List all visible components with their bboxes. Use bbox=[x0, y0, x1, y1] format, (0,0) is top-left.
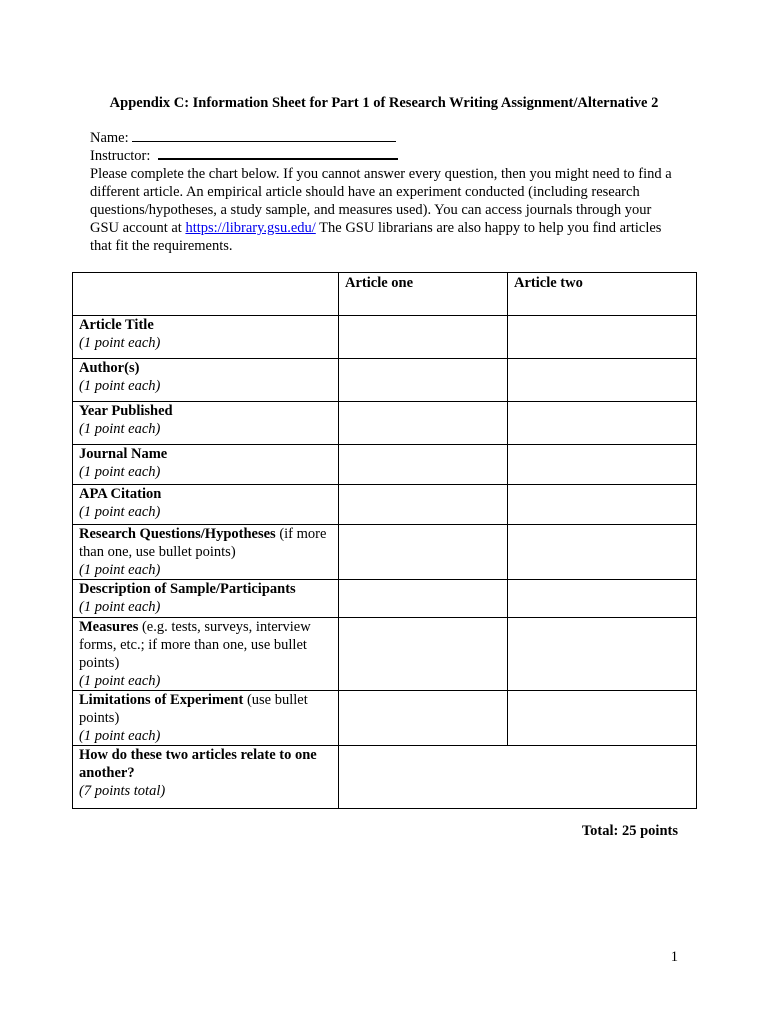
row-label: Year Published bbox=[79, 403, 173, 419]
table-row bbox=[73, 402, 697, 445]
row-points: (1 point each) bbox=[79, 378, 161, 394]
row-points: (1 point each) bbox=[79, 464, 161, 480]
row-points: (1 point each) bbox=[79, 599, 161, 615]
row-points: (1 point each) bbox=[79, 504, 161, 520]
row-label-note: (use bullet points) bbox=[79, 692, 308, 726]
header-cell-empty bbox=[73, 273, 339, 316]
article-two-cell[interactable] bbox=[508, 445, 697, 485]
instructor-field[interactable] bbox=[158, 147, 398, 160]
article-two-cell[interactable] bbox=[508, 402, 697, 445]
article-two-cell[interactable] bbox=[508, 580, 697, 618]
row-label: Description of Sample/Participants bbox=[79, 581, 296, 597]
relation-points: (7 points total) bbox=[79, 783, 166, 799]
table-row bbox=[73, 445, 697, 485]
row-label-cell bbox=[73, 618, 339, 691]
relation-row bbox=[73, 746, 697, 809]
row-label-cell bbox=[73, 580, 339, 618]
row-label-cell bbox=[73, 402, 339, 445]
instructions-text: Please complete the chart below. If you cannot answer every question, then you might need to find a different article. An empirical article should have an experiment conducted (including research questions/hypotheses, a study sample, and measures used). You can access journals through your GSU account at bbox=[90, 166, 672, 236]
table-row bbox=[73, 580, 697, 618]
table-row bbox=[73, 525, 697, 580]
article-two-cell[interactable] bbox=[508, 359, 697, 402]
row-label: Measures bbox=[79, 619, 139, 635]
name-label: Name: bbox=[90, 130, 129, 146]
article-one-cell[interactable] bbox=[339, 445, 508, 485]
row-label-cell bbox=[73, 691, 339, 746]
row-label: Article Title bbox=[79, 317, 154, 333]
row-points: (1 point each) bbox=[79, 673, 161, 689]
article-two-cell[interactable] bbox=[508, 525, 697, 580]
total-points: Total: 25 points bbox=[581, 823, 678, 839]
row-label-note: (e.g. tests, surveys, interview forms, etc.; if more than one, use bullet points) bbox=[79, 619, 311, 671]
row-label: Research Questions/Hypotheses bbox=[79, 526, 276, 542]
row-label-cell bbox=[73, 485, 339, 525]
table-row bbox=[73, 485, 697, 525]
table-row bbox=[73, 691, 697, 746]
document-title: Appendix C: Information Sheet for Part 1 of Research Writing Assignment/Alternative 2 bbox=[109, 95, 659, 111]
row-points: (1 point each) bbox=[79, 728, 161, 744]
article-two-cell[interactable] bbox=[508, 316, 697, 359]
row-label-cell bbox=[73, 359, 339, 402]
library-link[interactable]: https://library.gsu.edu/ bbox=[185, 220, 316, 236]
article-one-cell[interactable] bbox=[339, 525, 508, 580]
instructions-text-after: The GSU librarians are also happy to help you find articles that fit the requirements. bbox=[90, 220, 662, 254]
relation-answer-cell[interactable] bbox=[339, 746, 697, 809]
row-label: Author(s) bbox=[79, 360, 140, 376]
row-label: APA Citation bbox=[79, 486, 162, 502]
header-cell: Article two bbox=[508, 273, 697, 316]
row-label-note: (if more than one, use bullet points) bbox=[79, 526, 327, 560]
article-one-cell[interactable] bbox=[339, 316, 508, 359]
article-one-cell[interactable] bbox=[339, 402, 508, 445]
article-two-cell[interactable] bbox=[508, 691, 697, 746]
article-two-cell[interactable] bbox=[508, 618, 697, 691]
header-cell: Article one bbox=[339, 273, 508, 316]
table-row bbox=[73, 316, 697, 359]
row-label: Limitations of Experiment bbox=[79, 692, 244, 708]
information-chart bbox=[72, 272, 697, 809]
name-field[interactable] bbox=[132, 130, 396, 142]
instructor-line bbox=[90, 147, 680, 165]
table-row bbox=[73, 618, 697, 691]
intro-section bbox=[90, 129, 680, 255]
row-points: (1 point each) bbox=[79, 562, 161, 578]
row-label-cell bbox=[73, 445, 339, 485]
article-one-cell[interactable] bbox=[339, 580, 508, 618]
row-label: Journal Name bbox=[79, 446, 168, 462]
instructor-label: Instructor: bbox=[90, 148, 151, 164]
article-one-cell[interactable] bbox=[339, 618, 508, 691]
article-one-cell[interactable] bbox=[339, 691, 508, 746]
name-line bbox=[90, 129, 680, 147]
relation-label: How do these two articles relate to one another? bbox=[79, 747, 317, 781]
relation-label-cell bbox=[73, 746, 339, 809]
row-label-cell bbox=[73, 525, 339, 580]
article-one-cell[interactable] bbox=[339, 359, 508, 402]
article-two-cell[interactable] bbox=[508, 485, 697, 525]
table-header-row bbox=[73, 273, 697, 316]
table-row bbox=[73, 359, 697, 402]
row-points: (1 point each) bbox=[79, 335, 161, 351]
article-one-cell[interactable] bbox=[339, 485, 508, 525]
row-label-cell bbox=[73, 316, 339, 359]
page-number: 1 bbox=[670, 949, 678, 965]
instructions-paragraph bbox=[90, 165, 680, 255]
row-points: (1 point each) bbox=[79, 421, 161, 437]
